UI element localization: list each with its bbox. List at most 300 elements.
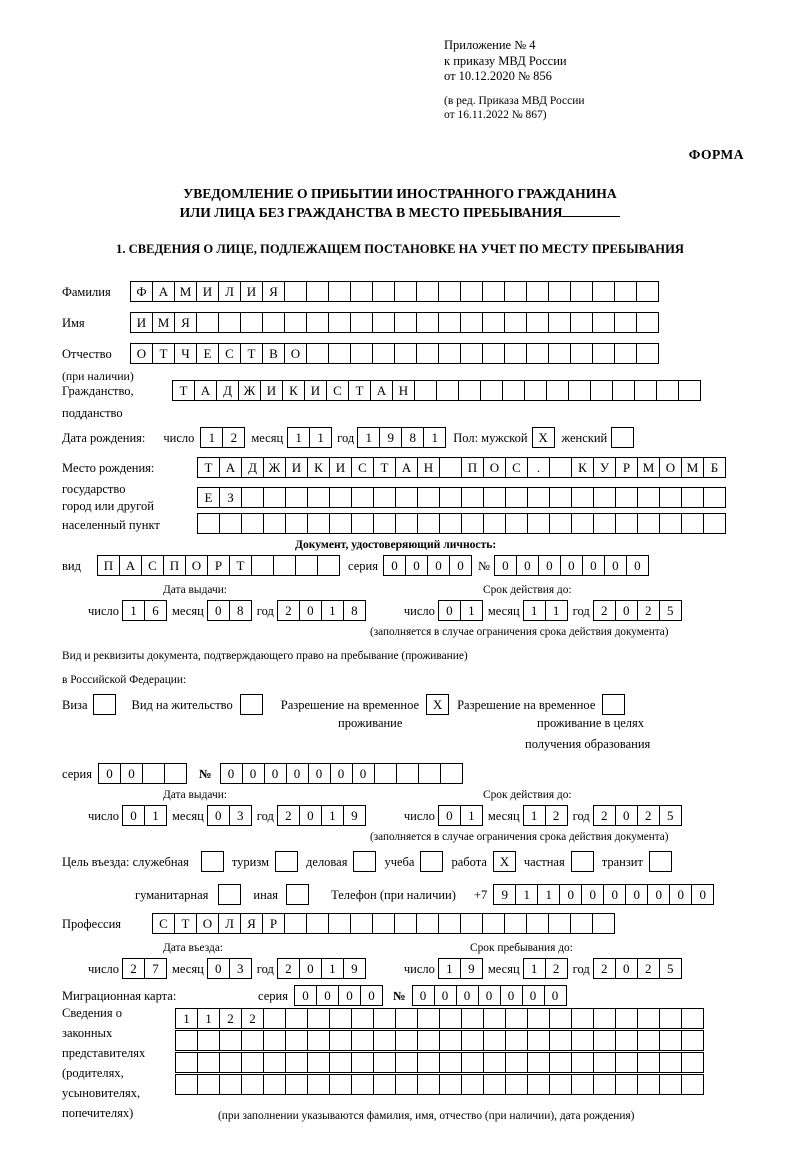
surname-cell-1[interactable]: Ф <box>130 281 153 302</box>
rep-r1-cell-23[interactable] <box>659 1008 682 1029</box>
rep-r1-cell-5[interactable] <box>263 1008 286 1029</box>
patronymic-cell-12[interactable] <box>372 343 395 364</box>
birth-place-r3-cell-24[interactable] <box>703 513 726 534</box>
rep-r2-cell-17[interactable] <box>527 1030 550 1051</box>
doc-number-cell-7[interactable]: 0 <box>626 555 649 576</box>
id-issue-month-cell-2[interactable]: 8 <box>229 600 252 621</box>
rep-r4-cell-20[interactable] <box>593 1074 616 1095</box>
birth-place-r3-cell-8[interactable] <box>351 513 374 534</box>
patronymic-cell-1[interactable]: О <box>130 343 153 364</box>
mc-series-cell-1[interactable]: 0 <box>294 985 317 1006</box>
entry-day-cell-1[interactable]: 2 <box>122 958 145 979</box>
birth-place-r2-cell-11[interactable] <box>417 487 440 508</box>
birth-place-r3-cell-2[interactable] <box>219 513 242 534</box>
st-valid-day-cell-1[interactable]: 0 <box>438 805 461 826</box>
rep-r1-cell-6[interactable] <box>285 1008 308 1029</box>
doc-series-cell-4[interactable]: 0 <box>449 555 472 576</box>
purpose-business-checkbox[interactable] <box>353 851 376 872</box>
profession-cell-2[interactable]: Т <box>174 913 197 934</box>
birth-place-r1-cell-11[interactable]: Н <box>417 457 440 478</box>
purpose-other-checkbox[interactable] <box>286 884 309 905</box>
rep-r3-cell-6[interactable] <box>285 1052 308 1073</box>
birth-day-input[interactable] <box>200 427 245 448</box>
stay-number-cell-10[interactable] <box>418 763 441 784</box>
rep-r3-cell-10[interactable] <box>373 1052 396 1073</box>
rep-r3-cell-23[interactable] <box>659 1052 682 1073</box>
id-issue-month-cell-1[interactable]: 0 <box>207 600 230 621</box>
doc-number-cell-2[interactable]: 0 <box>516 555 539 576</box>
rep-r4-cell-8[interactable] <box>329 1074 352 1095</box>
rep-r3-cell-1[interactable] <box>175 1052 198 1073</box>
rep-r2-cell-24[interactable] <box>681 1030 704 1051</box>
birth-year-cell-3[interactable]: 8 <box>401 427 424 448</box>
stay-series-cell-3[interactable] <box>142 763 165 784</box>
stay-number-cell-11[interactable] <box>440 763 463 784</box>
representatives-input-row-1[interactable] <box>175 1008 704 1029</box>
doc-number-cell-1[interactable]: 0 <box>494 555 517 576</box>
doc-type-cell-9[interactable] <box>273 555 296 576</box>
birth-place-r2-cell-8[interactable] <box>351 487 374 508</box>
rep-r4-cell-9[interactable] <box>351 1074 374 1095</box>
birth-place-r3-cell-19[interactable] <box>593 513 616 534</box>
profession-cell-1[interactable]: С <box>152 913 175 934</box>
doc-series-cell-3[interactable]: 0 <box>427 555 450 576</box>
birth-place-r1-cell-7[interactable]: И <box>329 457 352 478</box>
birth-place-r3-cell-4[interactable] <box>263 513 286 534</box>
birth-place-r1-cell-9[interactable]: Т <box>373 457 396 478</box>
rep-r4-cell-4[interactable] <box>241 1074 264 1095</box>
representatives-input-row-3[interactable] <box>175 1052 704 1073</box>
rep-r1-cell-2[interactable]: 1 <box>197 1008 220 1029</box>
surname-cell-2[interactable]: А <box>152 281 175 302</box>
citizenship-cell-20[interactable] <box>590 380 613 401</box>
purpose-study-checkbox[interactable] <box>420 851 443 872</box>
rep-r1-cell-1[interactable]: 1 <box>175 1008 198 1029</box>
entry-year-cell-1[interactable]: 2 <box>277 958 300 979</box>
mc-number-cell-5[interactable]: 0 <box>500 985 523 1006</box>
patronymic-cell-13[interactable] <box>394 343 417 364</box>
patronymic-cell-3[interactable]: Ч <box>174 343 197 364</box>
st-issue-day-cell-2[interactable]: 1 <box>144 805 167 826</box>
mc-series-cell-3[interactable]: 0 <box>338 985 361 1006</box>
phone-cell-7[interactable]: 0 <box>625 884 648 905</box>
stay-number-cell-2[interactable]: 0 <box>242 763 265 784</box>
rep-r3-cell-19[interactable] <box>571 1052 594 1073</box>
stay-series-cell-4[interactable] <box>164 763 187 784</box>
id-issue-year-cell-4[interactable]: 8 <box>343 600 366 621</box>
rep-r2-cell-22[interactable] <box>637 1030 660 1051</box>
doc-type-cell-8[interactable] <box>251 555 274 576</box>
representatives-input-row-4[interactable] <box>175 1074 704 1095</box>
rep-r3-cell-14[interactable] <box>461 1052 484 1073</box>
phone-cell-6[interactable]: 0 <box>603 884 626 905</box>
birth-place-r3-cell-9[interactable] <box>373 513 396 534</box>
name-cell-11[interactable] <box>350 312 373 333</box>
profession-cell-8[interactable] <box>306 913 329 934</box>
birth-place-r2-cell-3[interactable] <box>241 487 264 508</box>
surname-cell-21[interactable] <box>570 281 593 302</box>
rep-r3-cell-11[interactable] <box>395 1052 418 1073</box>
citizenship-cell-14[interactable] <box>458 380 481 401</box>
id-valid-year-cell-3[interactable]: 2 <box>637 600 660 621</box>
purpose-transit-checkbox[interactable] <box>649 851 672 872</box>
st-issue-year-cell-4[interactable]: 9 <box>343 805 366 826</box>
surname-cell-14[interactable] <box>416 281 439 302</box>
birth-month-cell-2[interactable]: 1 <box>309 427 332 448</box>
doc-type-cell-11[interactable] <box>317 555 340 576</box>
rep-r3-cell-18[interactable] <box>549 1052 572 1073</box>
rep-r2-cell-20[interactable] <box>593 1030 616 1051</box>
rep-r2-cell-4[interactable] <box>241 1030 264 1051</box>
birth-place-r2-cell-24[interactable] <box>703 487 726 508</box>
rep-r2-cell-6[interactable] <box>285 1030 308 1051</box>
patronymic-cell-16[interactable] <box>460 343 483 364</box>
purpose-work-checkbox[interactable]: Х <box>493 851 516 872</box>
surname-input[interactable] <box>130 281 659 302</box>
rep-r4-cell-23[interactable] <box>659 1074 682 1095</box>
birth-place-r3-cell-18[interactable] <box>571 513 594 534</box>
birth-place-r2-cell-5[interactable] <box>285 487 308 508</box>
birth-place-r2-cell-9[interactable] <box>373 487 396 508</box>
stay-number-cell-3[interactable]: 0 <box>264 763 287 784</box>
birth-place-r1-cell-23[interactable]: М <box>681 457 704 478</box>
rep-r4-cell-6[interactable] <box>285 1074 308 1095</box>
doc-type-cell-5[interactable]: О <box>185 555 208 576</box>
rep-r2-cell-2[interactable] <box>197 1030 220 1051</box>
rep-r3-cell-24[interactable] <box>681 1052 704 1073</box>
entry-month-cell-2[interactable]: 3 <box>229 958 252 979</box>
visa-checkbox[interactable] <box>93 694 116 715</box>
id-issue-year-cell-3[interactable]: 1 <box>321 600 344 621</box>
patronymic-cell-22[interactable] <box>592 343 615 364</box>
rep-r3-cell-21[interactable] <box>615 1052 638 1073</box>
rep-r2-cell-3[interactable] <box>219 1030 242 1051</box>
birth-place-r3-cell-22[interactable] <box>659 513 682 534</box>
mc-number-cell-3[interactable]: 0 <box>456 985 479 1006</box>
rep-r4-cell-24[interactable] <box>681 1074 704 1095</box>
profession-cell-6[interactable]: Р <box>262 913 285 934</box>
surname-cell-7[interactable]: Я <box>262 281 285 302</box>
citizenship-cell-1[interactable]: Т <box>172 380 195 401</box>
birth-place-r2-cell-14[interactable] <box>483 487 506 508</box>
name-cell-10[interactable] <box>328 312 351 333</box>
rep-r2-cell-11[interactable] <box>395 1030 418 1051</box>
patronymic-cell-4[interactable]: Е <box>196 343 219 364</box>
stay-series-cell-2[interactable]: 0 <box>120 763 143 784</box>
profession-cell-17[interactable] <box>504 913 527 934</box>
surname-cell-10[interactable] <box>328 281 351 302</box>
entry-year-cell-4[interactable]: 9 <box>343 958 366 979</box>
profession-cell-11[interactable] <box>372 913 395 934</box>
rep-r3-cell-2[interactable] <box>197 1052 220 1073</box>
birth-place-r2-cell-21[interactable] <box>637 487 660 508</box>
name-cell-8[interactable] <box>284 312 307 333</box>
stay-year-cell-3[interactable]: 2 <box>637 958 660 979</box>
citizenship-cell-5[interactable]: И <box>260 380 283 401</box>
birth-place-r1-cell-17[interactable] <box>549 457 572 478</box>
birth-place-r2-cell-16[interactable] <box>527 487 550 508</box>
birth-place-r2-cell-19[interactable] <box>593 487 616 508</box>
id-issue-year-cell-1[interactable]: 2 <box>277 600 300 621</box>
doc-type-cell-1[interactable]: П <box>97 555 120 576</box>
rep-r1-cell-24[interactable] <box>681 1008 704 1029</box>
name-cell-20[interactable] <box>548 312 571 333</box>
birth-place-r2-cell-20[interactable] <box>615 487 638 508</box>
name-cell-12[interactable] <box>372 312 395 333</box>
identity-number-input[interactable] <box>494 555 649 576</box>
sex-male-checkbox[interactable]: Х <box>532 427 555 448</box>
identity-issue-day-input[interactable] <box>122 600 167 621</box>
patronymic-cell-23[interactable] <box>614 343 637 364</box>
profession-cell-5[interactable]: Я <box>240 913 263 934</box>
rep-r1-cell-14[interactable] <box>461 1008 484 1029</box>
patronymic-cell-9[interactable] <box>306 343 329 364</box>
rep-r1-cell-16[interactable] <box>505 1008 528 1029</box>
profession-cell-15[interactable] <box>460 913 483 934</box>
residence-permit-checkbox[interactable] <box>240 694 263 715</box>
birth-place-r1-cell-13[interactable]: П <box>461 457 484 478</box>
citizenship-cell-13[interactable] <box>436 380 459 401</box>
stay-number-cell-5[interactable]: 0 <box>308 763 331 784</box>
birth-place-r2-cell-17[interactable] <box>549 487 572 508</box>
profession-cell-9[interactable] <box>328 913 351 934</box>
birth-place-r2-cell-15[interactable] <box>505 487 528 508</box>
identity-doc-type-input[interactable] <box>97 555 340 576</box>
surname-cell-4[interactable]: И <box>196 281 219 302</box>
birth-place-r3-cell-14[interactable] <box>483 513 506 534</box>
birth-place-r1-cell-5[interactable]: И <box>285 457 308 478</box>
surname-cell-13[interactable] <box>394 281 417 302</box>
birth-place-r1-cell-3[interactable]: Д <box>241 457 264 478</box>
birth-place-r3-cell-7[interactable] <box>329 513 352 534</box>
birth-day-cell-2[interactable]: 2 <box>222 427 245 448</box>
patronymic-cell-24[interactable] <box>636 343 659 364</box>
surname-cell-18[interactable] <box>504 281 527 302</box>
stay-valid-day-input[interactable] <box>438 805 483 826</box>
profession-cell-18[interactable] <box>526 913 549 934</box>
patronymic-cell-21[interactable] <box>570 343 593 364</box>
surname-cell-12[interactable] <box>372 281 395 302</box>
doc-series-cell-2[interactable]: 0 <box>405 555 428 576</box>
rep-r1-cell-10[interactable] <box>373 1008 396 1029</box>
birth-place-input-row-3[interactable] <box>197 513 726 534</box>
birth-month-input[interactable] <box>287 427 332 448</box>
surname-cell-3[interactable]: М <box>174 281 197 302</box>
patronymic-cell-10[interactable] <box>328 343 351 364</box>
rep-r1-cell-3[interactable]: 2 <box>219 1008 242 1029</box>
surname-cell-8[interactable] <box>284 281 307 302</box>
citizenship-cell-4[interactable]: Ж <box>238 380 261 401</box>
entry-month-input[interactable] <box>207 958 252 979</box>
birth-place-r1-cell-22[interactable]: О <box>659 457 682 478</box>
stay-number-cell-6[interactable]: 0 <box>330 763 353 784</box>
stay-number-cell-4[interactable]: 0 <box>286 763 309 784</box>
rep-r3-cell-15[interactable] <box>483 1052 506 1073</box>
doc-type-cell-7[interactable]: Т <box>229 555 252 576</box>
surname-cell-6[interactable]: И <box>240 281 263 302</box>
rep-r4-cell-14[interactable] <box>461 1074 484 1095</box>
citizenship-cell-16[interactable] <box>502 380 525 401</box>
patronymic-cell-15[interactable] <box>438 343 461 364</box>
st-issue-year-cell-2[interactable]: 0 <box>299 805 322 826</box>
birth-place-r3-cell-5[interactable] <box>285 513 308 534</box>
mc-number-cell-1[interactable]: 0 <box>412 985 435 1006</box>
name-cell-17[interactable] <box>482 312 505 333</box>
name-cell-6[interactable] <box>240 312 263 333</box>
rep-r4-cell-10[interactable] <box>373 1074 396 1095</box>
citizenship-cell-18[interactable] <box>546 380 569 401</box>
st-issue-year-cell-3[interactable]: 1 <box>321 805 344 826</box>
rep-r3-cell-4[interactable] <box>241 1052 264 1073</box>
identity-valid-year-input[interactable] <box>593 600 682 621</box>
mc-number-cell-2[interactable]: 0 <box>434 985 457 1006</box>
birth-place-r3-cell-6[interactable] <box>307 513 330 534</box>
birth-place-r1-cell-20[interactable]: Р <box>615 457 638 478</box>
rep-r4-cell-3[interactable] <box>219 1074 242 1095</box>
name-cell-23[interactable] <box>614 312 637 333</box>
birth-place-r2-cell-7[interactable] <box>329 487 352 508</box>
birth-place-r2-cell-22[interactable] <box>659 487 682 508</box>
rep-r4-cell-12[interactable] <box>417 1074 440 1095</box>
st-valid-month-cell-1[interactable]: 1 <box>523 805 546 826</box>
profession-cell-19[interactable] <box>548 913 571 934</box>
surname-cell-19[interactable] <box>526 281 549 302</box>
birth-place-r3-cell-23[interactable] <box>681 513 704 534</box>
patronymic-cell-5[interactable]: С <box>218 343 241 364</box>
rep-r2-cell-13[interactable] <box>439 1030 462 1051</box>
entry-day-cell-2[interactable]: 7 <box>144 958 167 979</box>
identity-valid-day-input[interactable] <box>438 600 483 621</box>
st-issue-day-cell-1[interactable]: 0 <box>122 805 145 826</box>
rep-r1-cell-19[interactable] <box>571 1008 594 1029</box>
rep-r2-cell-8[interactable] <box>329 1030 352 1051</box>
citizenship-cell-7[interactable]: И <box>304 380 327 401</box>
birth-place-r3-cell-3[interactable] <box>241 513 264 534</box>
doc-type-cell-10[interactable] <box>295 555 318 576</box>
entry-year-input[interactable] <box>277 958 366 979</box>
doc-type-cell-3[interactable]: С <box>141 555 164 576</box>
id-valid-day-cell-2[interactable]: 1 <box>460 600 483 621</box>
birth-place-r1-cell-18[interactable]: К <box>571 457 594 478</box>
patronymic-cell-14[interactable] <box>416 343 439 364</box>
rep-r1-cell-17[interactable] <box>527 1008 550 1029</box>
id-valid-month-cell-1[interactable]: 1 <box>523 600 546 621</box>
patronymic-cell-2[interactable]: Т <box>152 343 175 364</box>
name-cell-19[interactable] <box>526 312 549 333</box>
rep-r3-cell-7[interactable] <box>307 1052 330 1073</box>
migration-series-input[interactable] <box>294 985 383 1006</box>
id-valid-year-cell-1[interactable]: 2 <box>593 600 616 621</box>
name-input[interactable] <box>130 312 659 333</box>
entry-month-cell-1[interactable]: 0 <box>207 958 230 979</box>
mc-number-cell-7[interactable]: 0 <box>544 985 567 1006</box>
identity-issue-month-input[interactable] <box>207 600 252 621</box>
rep-r4-cell-22[interactable] <box>637 1074 660 1095</box>
citizenship-cell-6[interactable]: К <box>282 380 305 401</box>
patronymic-cell-20[interactable] <box>548 343 571 364</box>
profession-cell-14[interactable] <box>438 913 461 934</box>
entry-year-cell-3[interactable]: 1 <box>321 958 344 979</box>
name-cell-15[interactable] <box>438 312 461 333</box>
birth-place-r1-cell-16[interactable]: . <box>527 457 550 478</box>
identity-issue-year-input[interactable] <box>277 600 366 621</box>
mc-number-cell-6[interactable]: 0 <box>522 985 545 1006</box>
citizenship-cell-9[interactable]: Т <box>348 380 371 401</box>
birth-place-r2-cell-12[interactable] <box>439 487 462 508</box>
id-valid-month-cell-2[interactable]: 1 <box>545 600 568 621</box>
rep-r3-cell-8[interactable] <box>329 1052 352 1073</box>
citizenship-cell-24[interactable] <box>678 380 701 401</box>
birth-place-r3-cell-12[interactable] <box>439 513 462 534</box>
patronymic-cell-11[interactable] <box>350 343 373 364</box>
st-valid-year-cell-3[interactable]: 2 <box>637 805 660 826</box>
id-issue-day-cell-2[interactable]: 6 <box>144 600 167 621</box>
stay-until-month-input[interactable] <box>523 958 568 979</box>
citizenship-cell-21[interactable] <box>612 380 635 401</box>
citizenship-cell-3[interactable]: Д <box>216 380 239 401</box>
profession-cell-16[interactable] <box>482 913 505 934</box>
rep-r2-cell-23[interactable] <box>659 1030 682 1051</box>
rep-r3-cell-17[interactable] <box>527 1052 550 1073</box>
profession-cell-21[interactable] <box>592 913 615 934</box>
phone-cell-3[interactable]: 1 <box>537 884 560 905</box>
mc-series-cell-4[interactable]: 0 <box>360 985 383 1006</box>
profession-cell-4[interactable]: Л <box>218 913 241 934</box>
citizenship-cell-17[interactable] <box>524 380 547 401</box>
name-cell-5[interactable] <box>218 312 241 333</box>
name-cell-7[interactable] <box>262 312 285 333</box>
stay-number-cell-8[interactable] <box>374 763 397 784</box>
rep-r2-cell-5[interactable] <box>263 1030 286 1051</box>
rep-r4-cell-16[interactable] <box>505 1074 528 1095</box>
birth-place-input-row-2[interactable] <box>197 487 726 508</box>
rep-r1-cell-4[interactable]: 2 <box>241 1008 264 1029</box>
doc-type-cell-2[interactable]: А <box>119 555 142 576</box>
id-issue-year-cell-2[interactable]: 0 <box>299 600 322 621</box>
name-cell-4[interactable] <box>196 312 219 333</box>
rep-r3-cell-16[interactable] <box>505 1052 528 1073</box>
phone-cell-2[interactable]: 1 <box>515 884 538 905</box>
doc-type-cell-4[interactable]: П <box>163 555 186 576</box>
birth-place-r1-cell-4[interactable]: Ж <box>263 457 286 478</box>
profession-cell-7[interactable] <box>284 913 307 934</box>
rep-r2-cell-19[interactable] <box>571 1030 594 1051</box>
surname-cell-9[interactable] <box>306 281 329 302</box>
citizenship-cell-12[interactable] <box>414 380 437 401</box>
birth-place-r3-cell-20[interactable] <box>615 513 638 534</box>
patronymic-cell-8[interactable]: О <box>284 343 307 364</box>
surname-cell-22[interactable] <box>592 281 615 302</box>
temp-residence-checkbox[interactable]: Х <box>426 694 449 715</box>
rep-r4-cell-21[interactable] <box>615 1074 638 1095</box>
profession-cell-12[interactable] <box>394 913 417 934</box>
stay-valid-year-input[interactable] <box>593 805 682 826</box>
name-cell-3[interactable]: Я <box>174 312 197 333</box>
migration-number-input[interactable] <box>412 985 567 1006</box>
rep-r4-cell-17[interactable] <box>527 1074 550 1095</box>
phone-cell-8[interactable]: 0 <box>647 884 670 905</box>
name-cell-21[interactable] <box>570 312 593 333</box>
patronymic-cell-7[interactable]: В <box>262 343 285 364</box>
rep-r2-cell-7[interactable] <box>307 1030 330 1051</box>
rep-r4-cell-15[interactable] <box>483 1074 506 1095</box>
name-cell-16[interactable] <box>460 312 483 333</box>
birth-place-r2-cell-13[interactable] <box>461 487 484 508</box>
rep-r1-cell-13[interactable] <box>439 1008 462 1029</box>
entry-day-input[interactable] <box>122 958 167 979</box>
birth-place-r2-cell-4[interactable] <box>263 487 286 508</box>
birth-year-cell-2[interactable]: 9 <box>379 427 402 448</box>
